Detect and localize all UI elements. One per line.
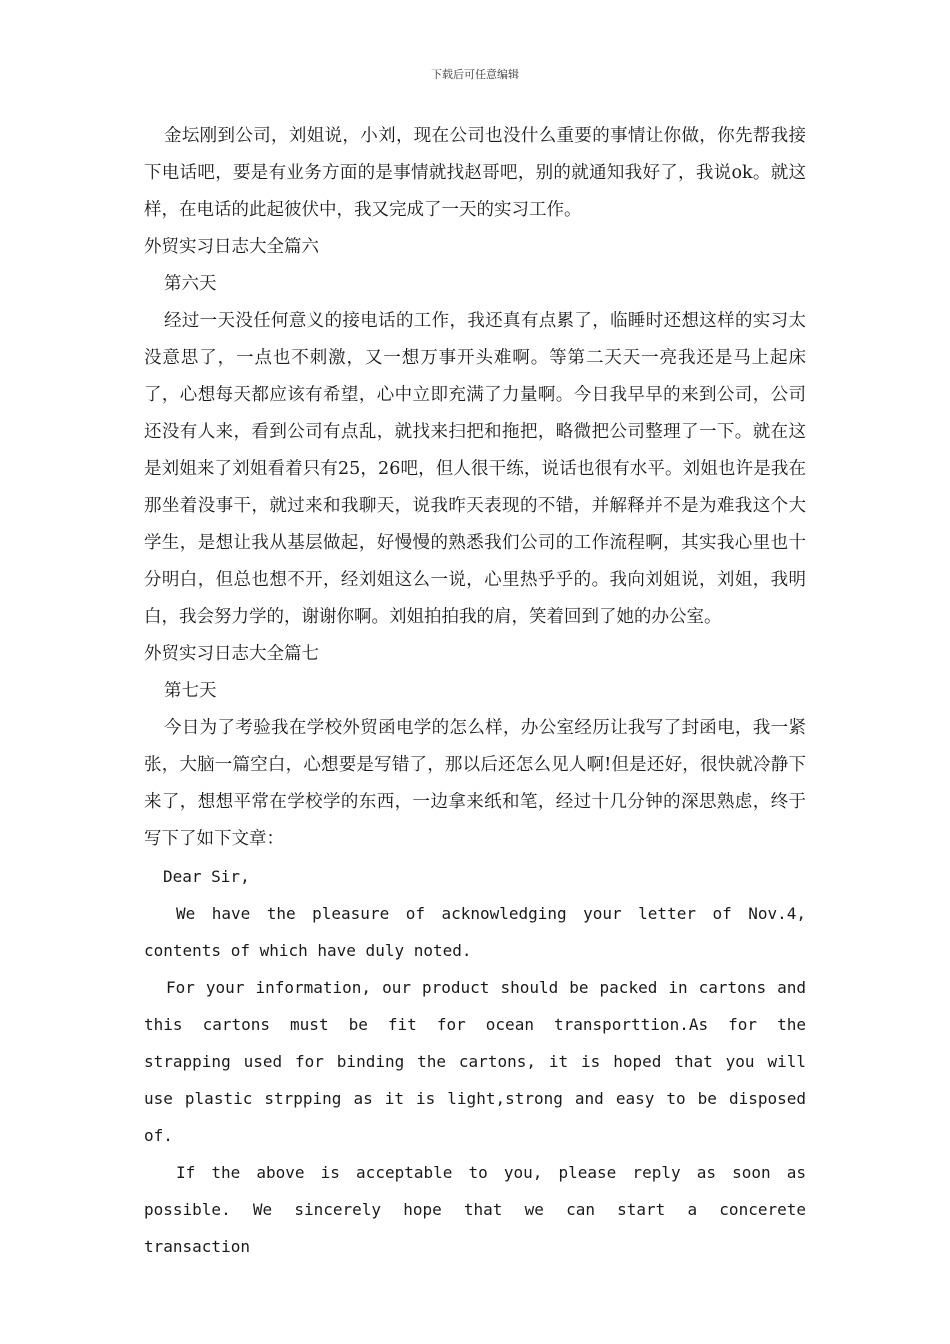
document-body xyxy=(144,118,806,1265)
section-heading-6: 外贸实习日志大全篇六 xyxy=(144,237,319,257)
paragraph-intro: 金坛刚到公司，刘姐说，小刘，现在公司也没什么重要的事情让你做，你先帮我接下电话吧，要是有业务方面的是事情就找赵哥吧，别的就通知我好了，我说ok。就这样，在电话的此起彼伏中，我又完成了一天的实习工作。 xyxy=(144,126,806,220)
paragraph-day-6: 经过一天没任何意义的接电话的工作，我还真有点累了，临睡时还想这样的实习太没意思了，一点也不刺激，又一想万事开头难啊。等第二天天一亮我还是马上起床了，心想每天都应该有希望，心中立即充满了力量啊。今日我早早的来到公司，公司还没有人来，看到公司有点乱，就找来扫把和拖把，略微把公司整理了一下。就在这是刘姐来了刘姐看着只有25，26吧，但人很干练，说话也很有水平。刘姐也许是我在那坐着没事干，就过来和我聊天，说我昨天表现的不错，并解释并不是为难我这个大学生，是想让我从基层做起，好慢慢的熟悉我们公司的工作流程啊，其实我心里也十分明白，但总也想不开，经刘姐这么一说，心里热乎乎的。我向刘姐说，刘姐，我明白，我会努力学的，谢谢你啊。刘姐拍拍我的肩，笑着回到了她的办公室。 xyxy=(144,311,806,627)
letter-paragraph-3: If the above is acceptable to you, please reply as soon as possible. We sincerely hope that we can start a concerete transaction xyxy=(144,1163,806,1256)
paragraph-day-7: 今日为了考验我在学校外贸函电学的怎么样，办公室经历让我写了封函电，我一紧张，大脑一篇空白，心想要是写错了，那以后还怎么见人啊!但是还好，很快就冷静下来了，想想平常在学校学的东西，一边拿来纸和笔，经过十几分钟的深思熟虑，终于写下了如下文章： xyxy=(144,718,806,849)
day-label-7: 第七天 xyxy=(164,681,217,701)
header-note: 下载后可任意编辑 xyxy=(431,68,519,81)
letter-salutation: Dear Sir, xyxy=(163,867,250,886)
letter-paragraph-2: For your information, our product should be packed in cartons and this cartons must be fit for ocean transporttion.As for the strapping used for binding the cartons, it is hoped that you will use plastic strpping as it is light,strong and easy to be disposed of. xyxy=(144,978,806,1145)
letter-paragraph-1: We have the pleasure of acknowledging your letter of Nov.4, contents of which have duly noted. xyxy=(144,904,806,960)
day-label-6: 第六天 xyxy=(164,274,217,294)
section-heading-7: 外贸实习日志大全篇七 xyxy=(144,644,319,664)
